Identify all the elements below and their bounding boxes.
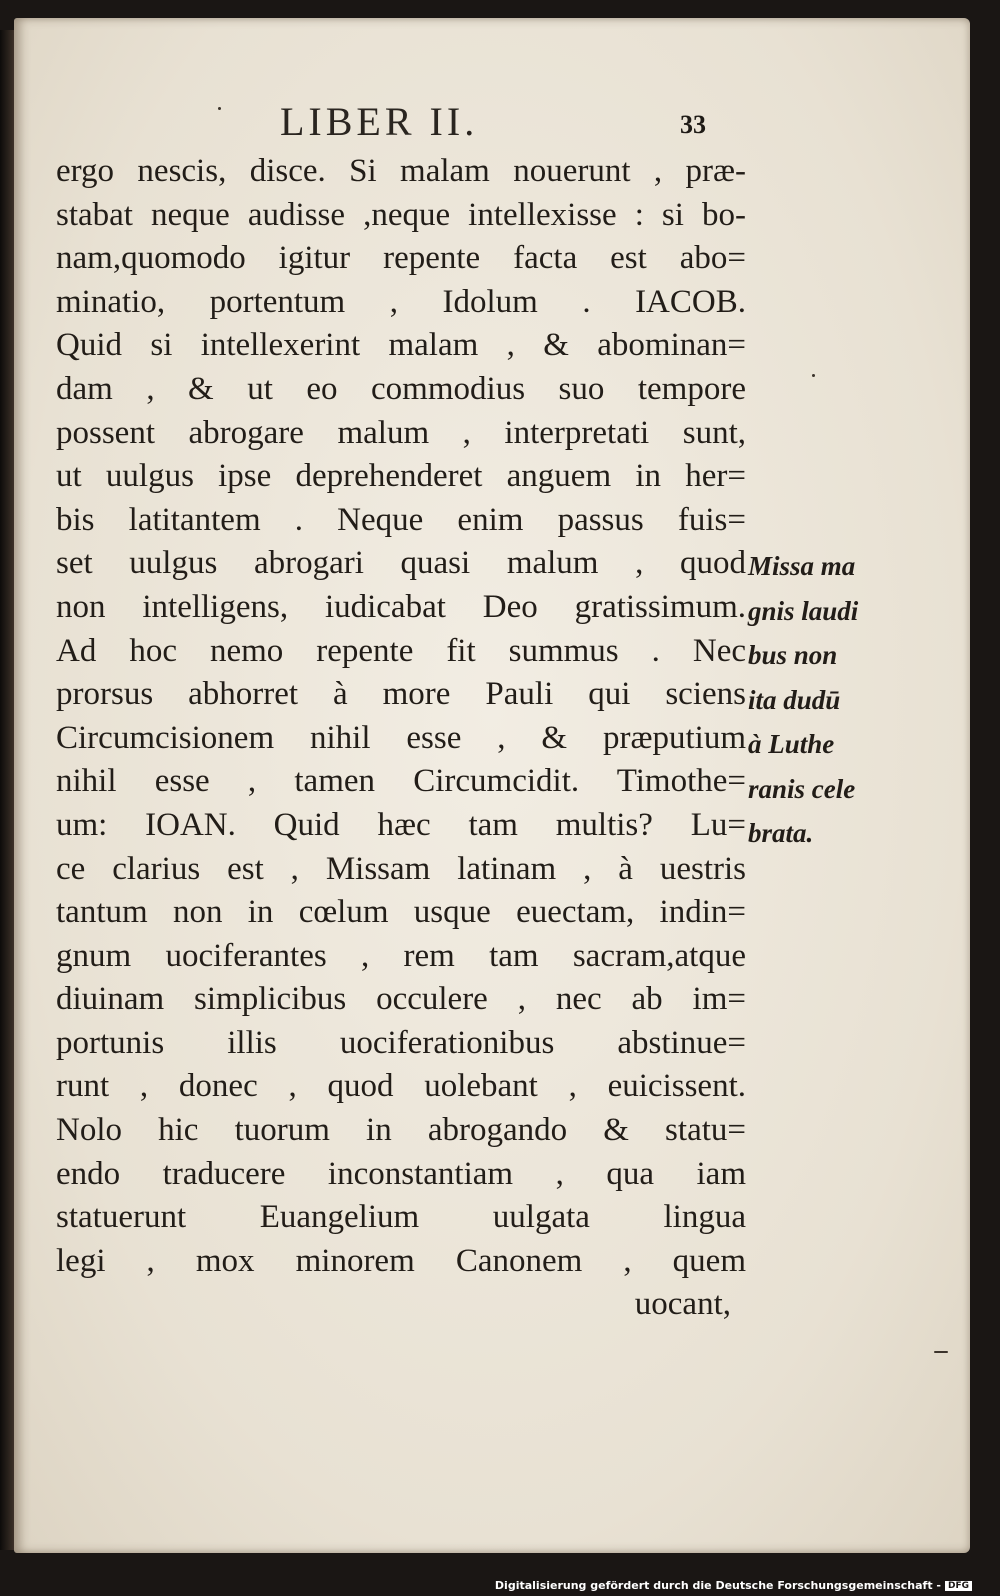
text-line: ergo nescis, disce. Si malam nouerunt , præ-: [56, 153, 746, 189]
marginal-note-line: ita dudū: [748, 684, 841, 715]
text-line: nihil esse , tamen Circumcidit. Timothe=: [56, 763, 746, 800]
ink-speck: [218, 107, 221, 110]
text-line: gnum uociferantes , rem tam sacram,atque: [56, 937, 746, 974]
text-line: dam , & ut eo commodius suo tempore: [56, 370, 746, 407]
credit-text: Digitalisierung gefördert durch die Deutsche Forschungsgemeinschaft -: [494, 1579, 941, 1592]
page-number: 33: [680, 110, 706, 139]
digitization-credit: [495, 1579, 972, 1592]
text-line: diuinam simplicibus occulere , nec ab im=: [56, 981, 746, 1018]
marginal-note-line: brata.: [748, 818, 814, 848]
text-line: endo traducere inconstantiam , qua iam: [56, 1155, 746, 1192]
text-line: possent abrogare malum , interpretati sunt,: [56, 414, 746, 451]
text-line: nam,quomodo igitur repente facta est abo=: [56, 240, 746, 277]
text-line: Ad hoc nemo repente fit summus . Nec: [56, 632, 746, 669]
text-line: Quid si intellexerint malam , & abominan=: [56, 327, 746, 364]
marginal-note-line: Missa ma: [748, 551, 856, 581]
text-line: stabat neque audisse ,neque intellexisse : si bo-: [56, 196, 746, 233]
text-line: set uulgus abrogari quasi malum , quod: [56, 545, 746, 582]
running-head: LIBER II.: [280, 99, 479, 144]
marginal-note-line: à Luthe: [748, 729, 835, 759]
text-line: portunis illis uociferationibus abstinue=: [56, 1024, 746, 1061]
marginal-note-line: gnis laudi: [748, 595, 859, 626]
text-line: um: IOAN. Quid hæc tam multis? Lu=: [56, 806, 746, 843]
catchword: uocant,: [634, 1286, 731, 1323]
text-line: prorsus abhorret à more Pauli qui sciens: [56, 676, 746, 713]
marginal-note: [748, 544, 858, 856]
text-line: tantum non in cœlum usque euectam, indin=: [56, 894, 746, 931]
text-line: statuerunt Euangelium uulgata lingua: [56, 1199, 746, 1236]
marginal-note-line: bus non: [748, 640, 838, 670]
text-line: Circumcisionem nihil esse , & præputium: [56, 719, 746, 756]
body-text: [56, 150, 746, 1327]
text-line: ce clarius est , Missam latinam , à uestris: [56, 850, 746, 887]
text-line: non intelligens, iudicabat Deo gratissimum.: [56, 588, 746, 625]
text-line: bis latitantem . Neque enim passus fuis=: [56, 501, 746, 538]
ink-speck: [934, 1351, 948, 1353]
text-line: ut uulgus ipse deprehenderet anguem in her=: [56, 458, 746, 495]
text-line: Nolo hic tuorum in abrogando & statu=: [56, 1112, 746, 1149]
text-line: minatio, portentum , Idolum . IACOB.: [56, 283, 746, 320]
dfg-logo: DFG: [945, 1581, 972, 1591]
marginal-note-line: ranis cele: [748, 773, 856, 804]
text-line: legi , mox minorem Canonem , quem: [56, 1242, 746, 1279]
ink-speck: [812, 374, 815, 377]
text-line: runt , donec , quod uolebant , euicissent.: [56, 1068, 746, 1105]
